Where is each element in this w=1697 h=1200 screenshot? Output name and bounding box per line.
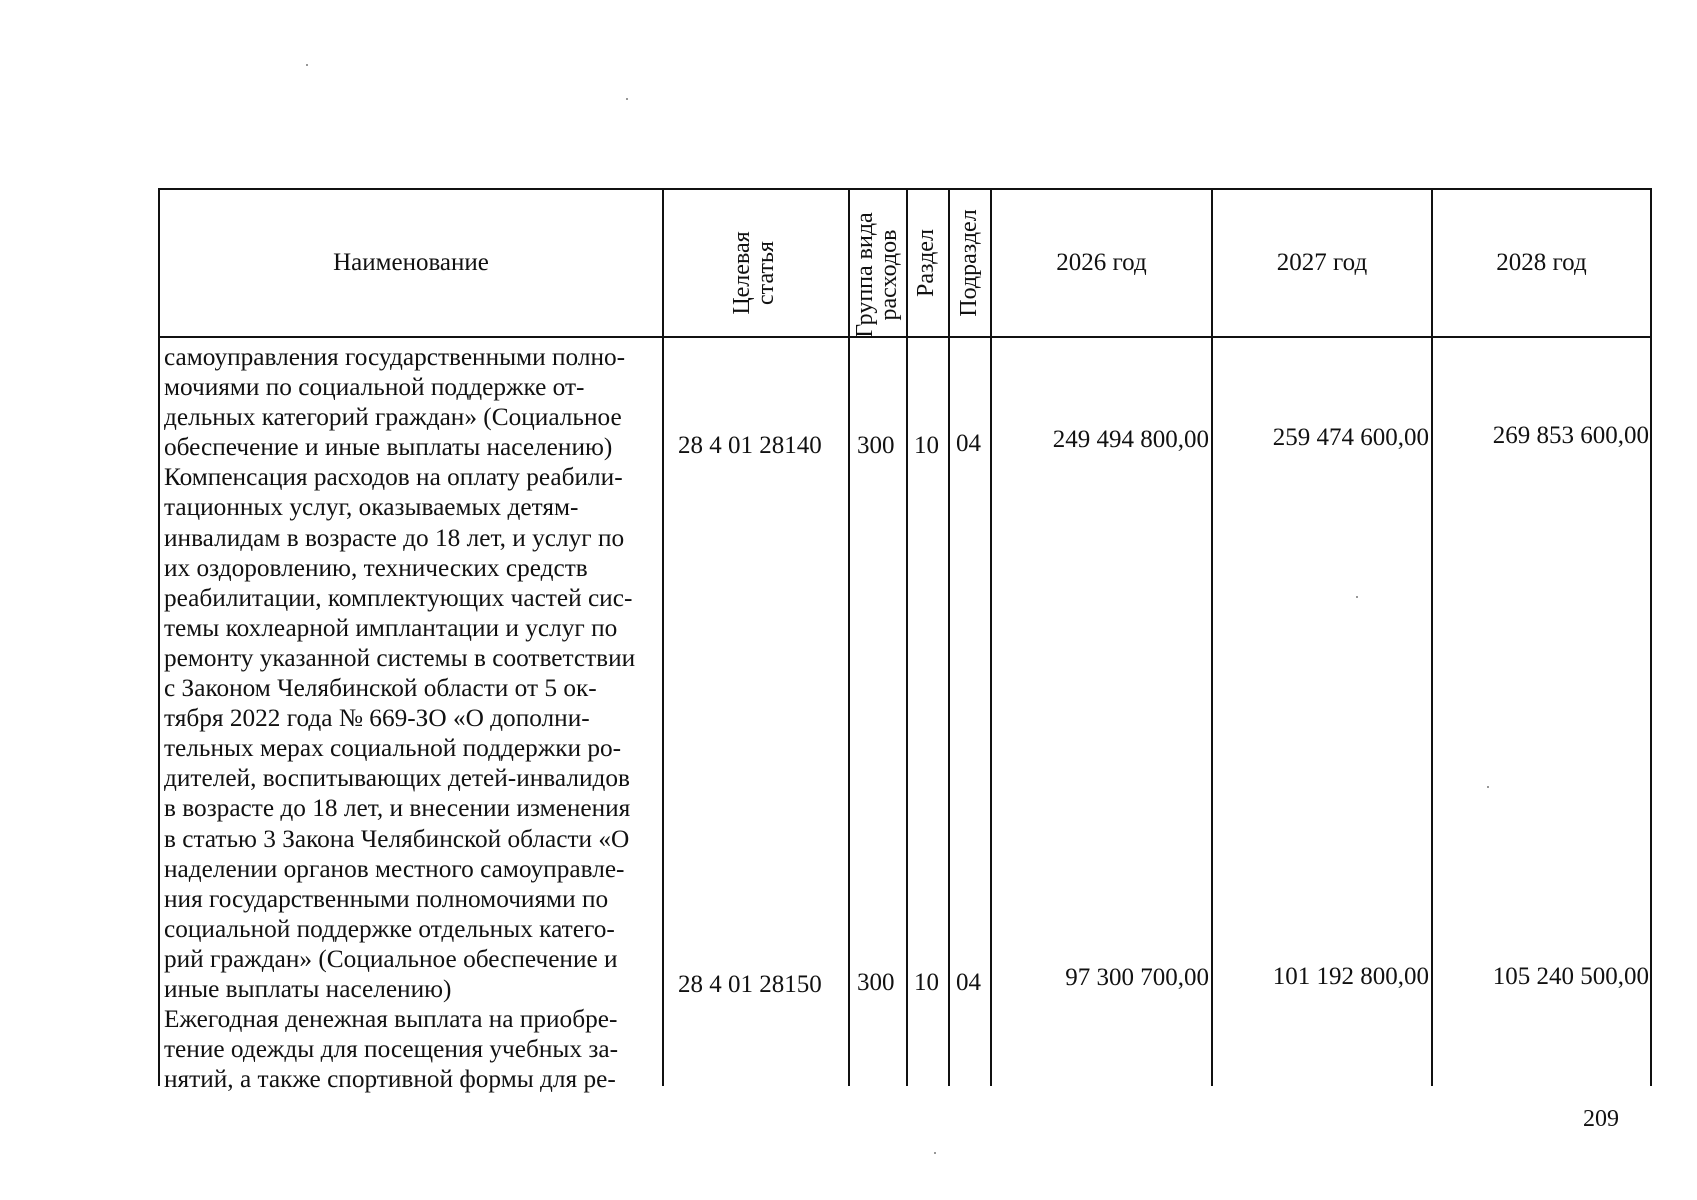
scan-speck bbox=[306, 64, 308, 66]
scan-speck bbox=[1356, 596, 1358, 598]
column-divider bbox=[848, 188, 850, 1086]
column-divider bbox=[948, 188, 950, 1086]
row1-2026: 249 494 800,00 bbox=[1052, 426, 1209, 453]
table-border bbox=[1650, 188, 1652, 1086]
header-section: Раздел bbox=[913, 229, 939, 297]
scan-speck bbox=[626, 98, 628, 100]
description-text: самоуправления государственными полно- мочиями по социальной поддержке от- дельных категорий граждан» (Социальное обеспечение и иные выплаты населению) Компенсация расходов на оплату реабили- тационных услуг, оказываемых детям- инвалидам в возрасте до 18 лет, и услуг по их оздоровлению, технических средств реабилитации, комплектующих частей сис- темы кохлеарной имплантации и услуг по ремонту указанной системы в соответствии с Законом Челябинской области от 5 ок- тября 2022 года № 669-ЗО «О дополни- тельных мерах социальной поддержки ро- дителей, воспитывающих детей-инвалидов в возрасте до 18 лет, и внесении изменения в статью 3 Закона Челябинской области «О наделении органов местного самоуправле- ния государственными полномочиями по социальной поддержке отдельных катего- рий граждан» (Социальное обеспечение и иные выплаты населению) Ежегодная денежная выплата на приобре- тение одежды для посещения учебных за- нятий, а также спортивной формы для ре- bbox=[164, 343, 636, 1094]
header-2027: 2027 год bbox=[1276, 248, 1368, 276]
row1-2027: 259 474 600,00 bbox=[1272, 424, 1429, 451]
scan-speck bbox=[934, 1152, 936, 1154]
row2-section: 10 bbox=[914, 969, 939, 996]
row1-group: 300 bbox=[857, 432, 895, 459]
row2-target: 28 4 01 28150 bbox=[678, 971, 822, 998]
header-target: Целевая статья bbox=[729, 231, 779, 315]
row2-2028: 105 240 500,00 bbox=[1492, 963, 1649, 990]
header-bottom-border bbox=[158, 336, 1652, 338]
scan-speck bbox=[1487, 786, 1489, 788]
header-subsection: Подраздел bbox=[956, 209, 982, 317]
row1-section: 10 bbox=[914, 432, 939, 459]
column-divider bbox=[906, 188, 908, 1086]
row1-target: 28 4 01 28140 bbox=[678, 432, 822, 459]
header-group: Группа вида расходов bbox=[852, 212, 902, 338]
row2-2026: 97 300 700,00 bbox=[1065, 964, 1209, 991]
row1-subsection: 04 bbox=[956, 430, 981, 457]
row2-subsection: 04 bbox=[956, 969, 981, 996]
header-name: Наименование bbox=[333, 248, 489, 276]
row1-2028: 269 853 600,00 bbox=[1492, 422, 1649, 449]
row2-group: 300 bbox=[857, 969, 895, 996]
column-divider bbox=[662, 188, 664, 1086]
page-number: 209 bbox=[1583, 1106, 1619, 1132]
header-2028: 2028 год bbox=[1496, 248, 1587, 276]
header-2026: 2026 год bbox=[1056, 248, 1147, 276]
row2-2027: 101 192 800,00 bbox=[1272, 963, 1429, 990]
budget-table bbox=[158, 188, 1652, 1094]
